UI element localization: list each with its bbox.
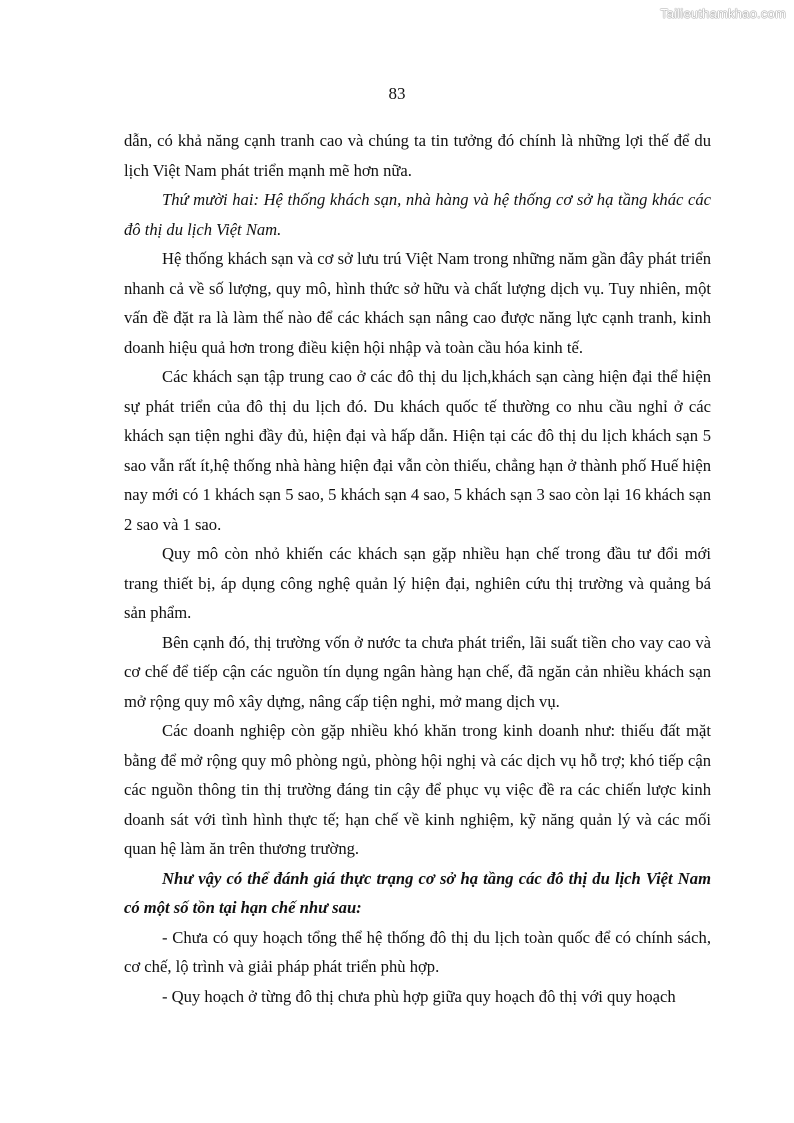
paragraph-hotel-system: Hệ thống khách sạn và cơ sở lưu trú Việt Nam trong những năm gần đây phát triển nhanh cả về số lượng, quy mô, hình thức sở hữu và chất lượng dịch vụ. Tuy nhiên, một vấn đề đặt ra là làm thế nào để các khách sạn nâng cao được năng lực cạnh tranh, kinh doanh hiệu quả hơn trong điều kiện hội nhập và toàn cầu hóa kinh tế. — [124, 249, 711, 357]
paragraph-continuation: dẫn, có khả năng cạnh tranh cao và chúng ta tin tưởng đó chính là những lợi thế để du lịch Việt Nam phát triển mạnh mẽ hơn nữa. — [124, 131, 711, 180]
watermark-text: Tailieuthamkhao.com — [660, 6, 786, 21]
paragraph-business-difficulties: Các doanh nghiệp còn gặp nhiều khó khăn trong kinh doanh như: thiếu đất mặt bằng để mở rộng quy mô phòng ngủ, phòng hội nghị và các dịch vụ hỗ trợ; khó tiếp cận các nguồn thông tin thị trường đáng tin cậy để phục vụ việc đề ra các chiến lược kinh doanh sát với tình hình thực tế; hạn chế về kinh nghiệm, kỹ năng quản lý và các mối quan hệ làm ăn trên thương trường. — [124, 721, 711, 858]
bullet-local-planning: - Quy hoạch ở từng đô thị chưa phù hợp giữa quy hoạch đô thị với quy hoạch — [162, 986, 676, 1006]
section-heading-twelfth: Thứ mười hai: Hệ thống khách sạn, nhà hàng và hệ thống cơ sở hạ tầng khác các đô thị du lịch Việt Nam. — [124, 190, 711, 239]
paragraph-capital-market: Bên cạnh đó, thị trường vốn ở nước ta chưa phát triển, lãi suất tiền cho vay cao và cơ chế để tiếp cận các nguồn tín dụng ngân hàng hạn chế, đã ngăn cản nhiều khách sạn mở rộng quy mô xây dựng, nâng cấp tiện nghi, mở mang dịch vụ. — [124, 632, 711, 711]
document-body — [124, 126, 711, 1011]
bullet-no-master-plan: - Chưa có quy hoạch tổng thể hệ thống đô thị du lịch toàn quốc để có chính sách, cơ chế, lộ trình và giải pháp phát triển phù hợp. — [124, 927, 711, 976]
paragraph-hotel-concentration: Các khách sạn tập trung cao ở các đô thị du lịch,khách sạn càng hiện đại thể hiện sự phát triển của đô thị du lịch đó. Du khách quốc tế thường co nhu cầu nghỉ ở các khách sạn tiện nghi đầy đủ, hiện đại và hấp dẫn. Hiện tại các đô thị du lịch khách sạn 5 sao vẫn rất ít,hệ thống nhà hàng hiện đại vẫn còn thiếu, chẳng hạn ở thành phố Huế hiện nay mới có 1 khách sạn 5 sao, 5 khách sạn 4 sao, 5 khách sạn 3 sao còn lại 16 khách sạn 2 sao và 1 sao. — [124, 367, 711, 534]
page-number: 83 — [388, 84, 406, 103]
conclusion-heading: Như vậy có thể đánh giá thực trạng cơ sở hạ tầng các đô thị du lịch Việt Nam có một số tồn tại hạn chế như sau: — [124, 868, 711, 917]
paragraph-small-scale: Quy mô còn nhỏ khiến các khách sạn gặp nhiều hạn chế trong đầu tư đổi mới trang thiết bị, áp dụng công nghệ quản lý hiện đại, nghiên cứu thị trường và quảng bá sản phẩm. — [124, 544, 711, 622]
